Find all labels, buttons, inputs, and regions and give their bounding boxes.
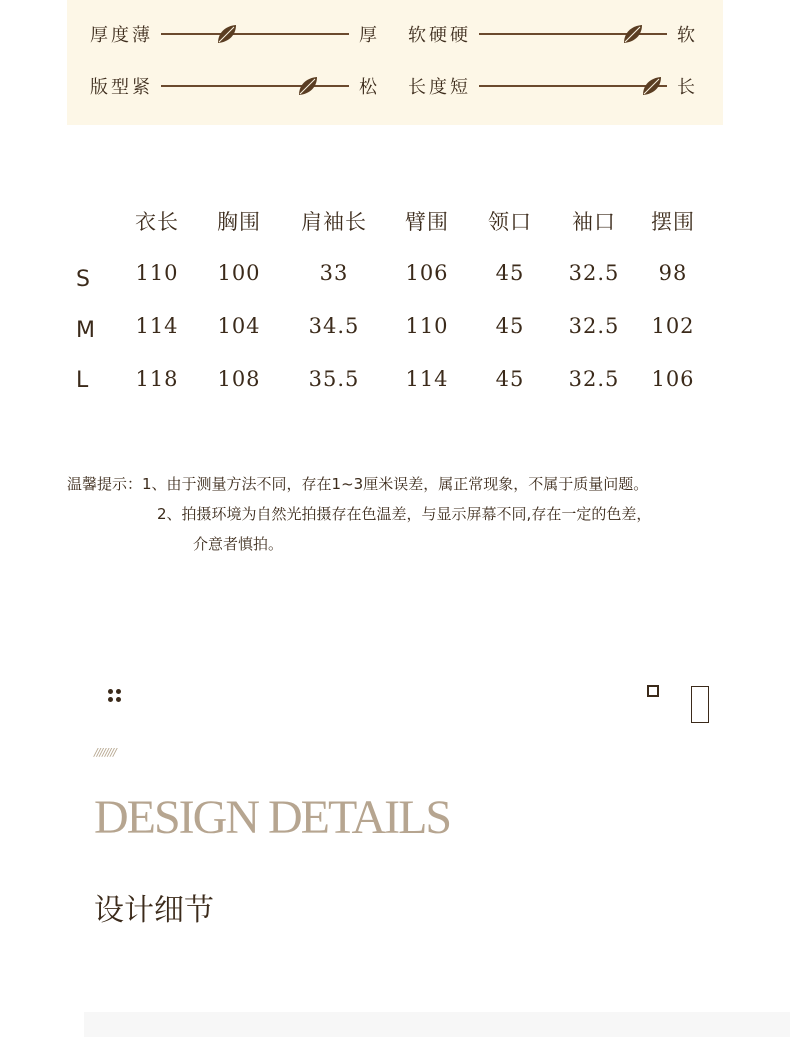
table-cell: 102: [651, 314, 695, 338]
notice-line-1: 温馨提示：1、由于测量方法不同，存在1~3厘米误差，属正常现象，不属于质量问题。: [67, 475, 649, 493]
table-cell: 33: [319, 261, 349, 285]
table-cell: 110: [135, 261, 179, 285]
attribute-max: 软: [677, 25, 695, 46]
decorative-slashes: ////////: [94, 746, 116, 759]
table-cell: 118: [135, 367, 179, 391]
table-cell: 106: [405, 261, 449, 285]
table-cell: 45: [495, 261, 525, 285]
notice-line-3: 介意者慎拍。: [193, 535, 284, 553]
size-label-l: L: [76, 368, 89, 393]
column-header: 领口: [488, 210, 532, 234]
column-header: 肩袖长: [301, 210, 367, 234]
table-cell: 104: [217, 314, 261, 338]
four-dots-icon: [107, 688, 123, 704]
attribute-max: 松: [359, 77, 377, 98]
table-cell: 114: [135, 314, 179, 338]
attribute-max: 厚: [359, 25, 377, 46]
size-chart: [0, 0, 790, 420]
table-cell: 106: [651, 367, 695, 391]
square-outline-icon: [647, 685, 659, 697]
column-header: 胸围: [217, 210, 261, 234]
table-cell: 32.5: [568, 261, 620, 285]
table-cell: 35.5: [308, 367, 360, 391]
notice-line-2: 2、拍摄环境为自然光拍摄存在色温差，与显示屏幕不同,存在一定的色差，: [157, 505, 652, 523]
table-cell: 32.5: [568, 367, 620, 391]
attribute-label: 长度: [408, 77, 450, 98]
table-cell: 45: [495, 314, 525, 338]
column-header: 衣长: [135, 210, 179, 234]
table-cell: 98: [658, 261, 688, 285]
column-header: 摆围: [651, 210, 695, 234]
table-cell: 108: [217, 367, 261, 391]
column-header: 臂围: [405, 210, 449, 234]
attribute-min: 硬: [450, 25, 471, 46]
table-cell: 110: [405, 314, 449, 338]
section-title: DESIGN DETAILS: [94, 791, 451, 844]
size-label-m: M: [76, 318, 95, 343]
table-cell: 114: [405, 367, 449, 391]
column-header: 袖口: [572, 210, 616, 234]
attribute-min: 紧: [132, 77, 153, 98]
next-section-image: [84, 1012, 790, 1037]
attribute-label: 版型: [90, 77, 132, 98]
size-label-s: S: [76, 267, 90, 292]
table-cell: 32.5: [568, 314, 620, 338]
section-subtitle: 设计细节: [94, 893, 214, 928]
table-cell: 45: [495, 367, 525, 391]
table-cell: 34.5: [308, 314, 360, 338]
rectangle-outline-icon: [691, 686, 709, 723]
attribute-max: 长: [677, 77, 695, 98]
attribute-label: 厚度: [90, 25, 132, 46]
attribute-min: 薄: [132, 25, 153, 46]
table-cell: 100: [217, 261, 261, 285]
attribute-min: 短: [450, 77, 471, 98]
attribute-label: 软硬: [408, 25, 450, 46]
